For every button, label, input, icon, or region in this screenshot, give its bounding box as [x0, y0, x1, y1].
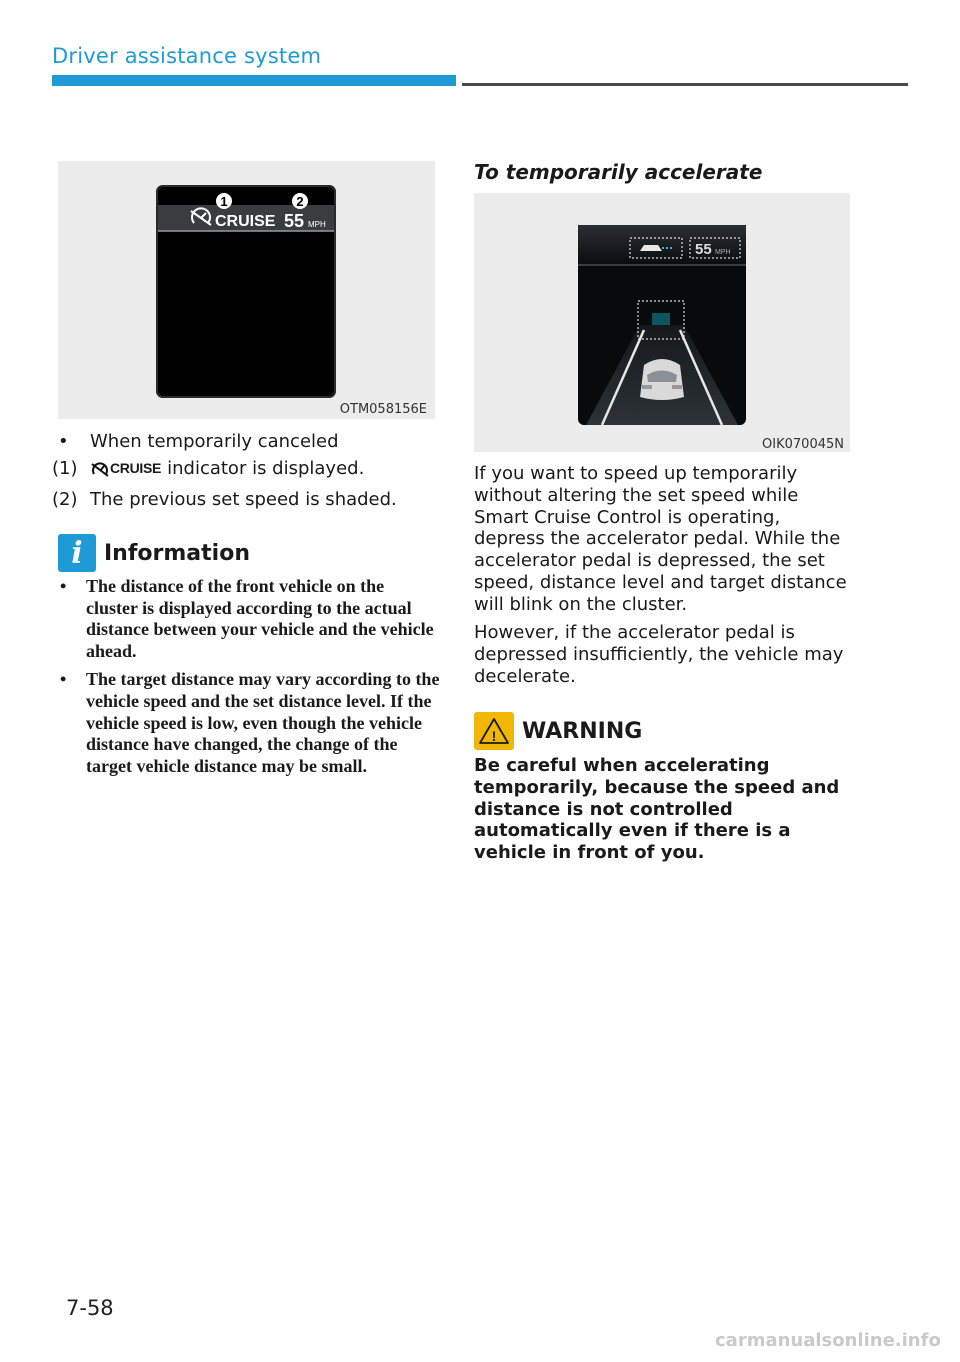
canceled-list [52, 428, 442, 513]
bullet: • [60, 576, 67, 596]
item-number: (1) [52, 458, 78, 479]
list-item [52, 486, 442, 513]
cluster-figure-accelerate [474, 193, 850, 452]
item-text: The previous set speed is shaded. [90, 489, 397, 510]
info-icon: i [58, 534, 96, 572]
information-title: Information [104, 540, 250, 566]
callout-1 [216, 193, 232, 209]
figure-code: OTM058156E [339, 402, 427, 417]
callout-2 [292, 193, 308, 209]
cluster-display [156, 185, 336, 398]
information-heading [58, 534, 250, 572]
warning-icon [474, 712, 514, 750]
watermark: carmanualsonline.info [715, 1330, 941, 1351]
item-text: indicator is displayed. [167, 458, 365, 479]
page-number: 7-58 [66, 1296, 114, 1320]
figure-code: OIK070045N [762, 437, 844, 452]
header-rule [462, 83, 908, 86]
information-text: The target distance may vary according to the vehicle speed and the set distance level. If the vehicle speed is low, even though the vehicle distance have changed, the change of the target vehicle distance may be small. [86, 669, 440, 776]
warning-icon-glyph: ! [491, 728, 497, 744]
cluster-cruise-label: CRUISE [215, 213, 276, 230]
list-item [52, 428, 442, 455]
callout-2-label: 2 [296, 194, 304, 209]
list-item [58, 576, 440, 662]
information-list [58, 576, 440, 784]
section-title: Driver assistance system [52, 44, 322, 68]
cruise-gauge-icon [90, 460, 110, 478]
warning-text: Be careful when accelerating temporarily, because the speed and distance is not controlled automatically even if there is a vehicle in front of you. [474, 755, 840, 864]
own-vehicle-icon [640, 359, 684, 400]
driving-view-art [578, 225, 746, 425]
list-item [52, 455, 442, 482]
cruise-icon-text: CRUISE [110, 460, 162, 476]
cluster-speed-unit: MPH [308, 220, 326, 229]
bullet: • [60, 669, 67, 690]
cluster-speed-unit: MPH [715, 249, 731, 256]
accelerate-heading: To temporarily accelerate [474, 160, 763, 184]
cluster-speed: 55 [695, 241, 712, 258]
cruise-indicator-icon [90, 455, 161, 482]
list-item [58, 669, 440, 777]
information-text: The distance of the front vehicle on the cluster is displayed according to the actual distance between your vehicle and the vehicle ahead. [86, 576, 434, 661]
cluster-display-art [156, 185, 336, 398]
cluster-display [578, 225, 746, 425]
accelerate-paragraph-2: However, if the accelerator pedal is depressed insufficiently, the vehicle may decelerate. [474, 622, 844, 687]
warning-heading [474, 712, 642, 750]
accelerate-paragraph-1: If you want to speed up temporarily without altering the set speed while Smart Cruise Control is operating, depress the accelerator pedal. While the accelerator pedal is depressed, the set speed, distance level and target distance will blink on the cluster. [474, 463, 847, 615]
cluster-speed: 55 [284, 211, 305, 231]
cluster-figure-canceled [58, 161, 435, 419]
header-rule-accent [52, 75, 456, 86]
item-number: (2) [52, 489, 78, 510]
bullet: • [58, 431, 69, 452]
list-intro: When temporarily canceled [90, 431, 339, 452]
callout-1-label: 1 [220, 194, 228, 209]
warning-title: WARNING [522, 718, 643, 744]
